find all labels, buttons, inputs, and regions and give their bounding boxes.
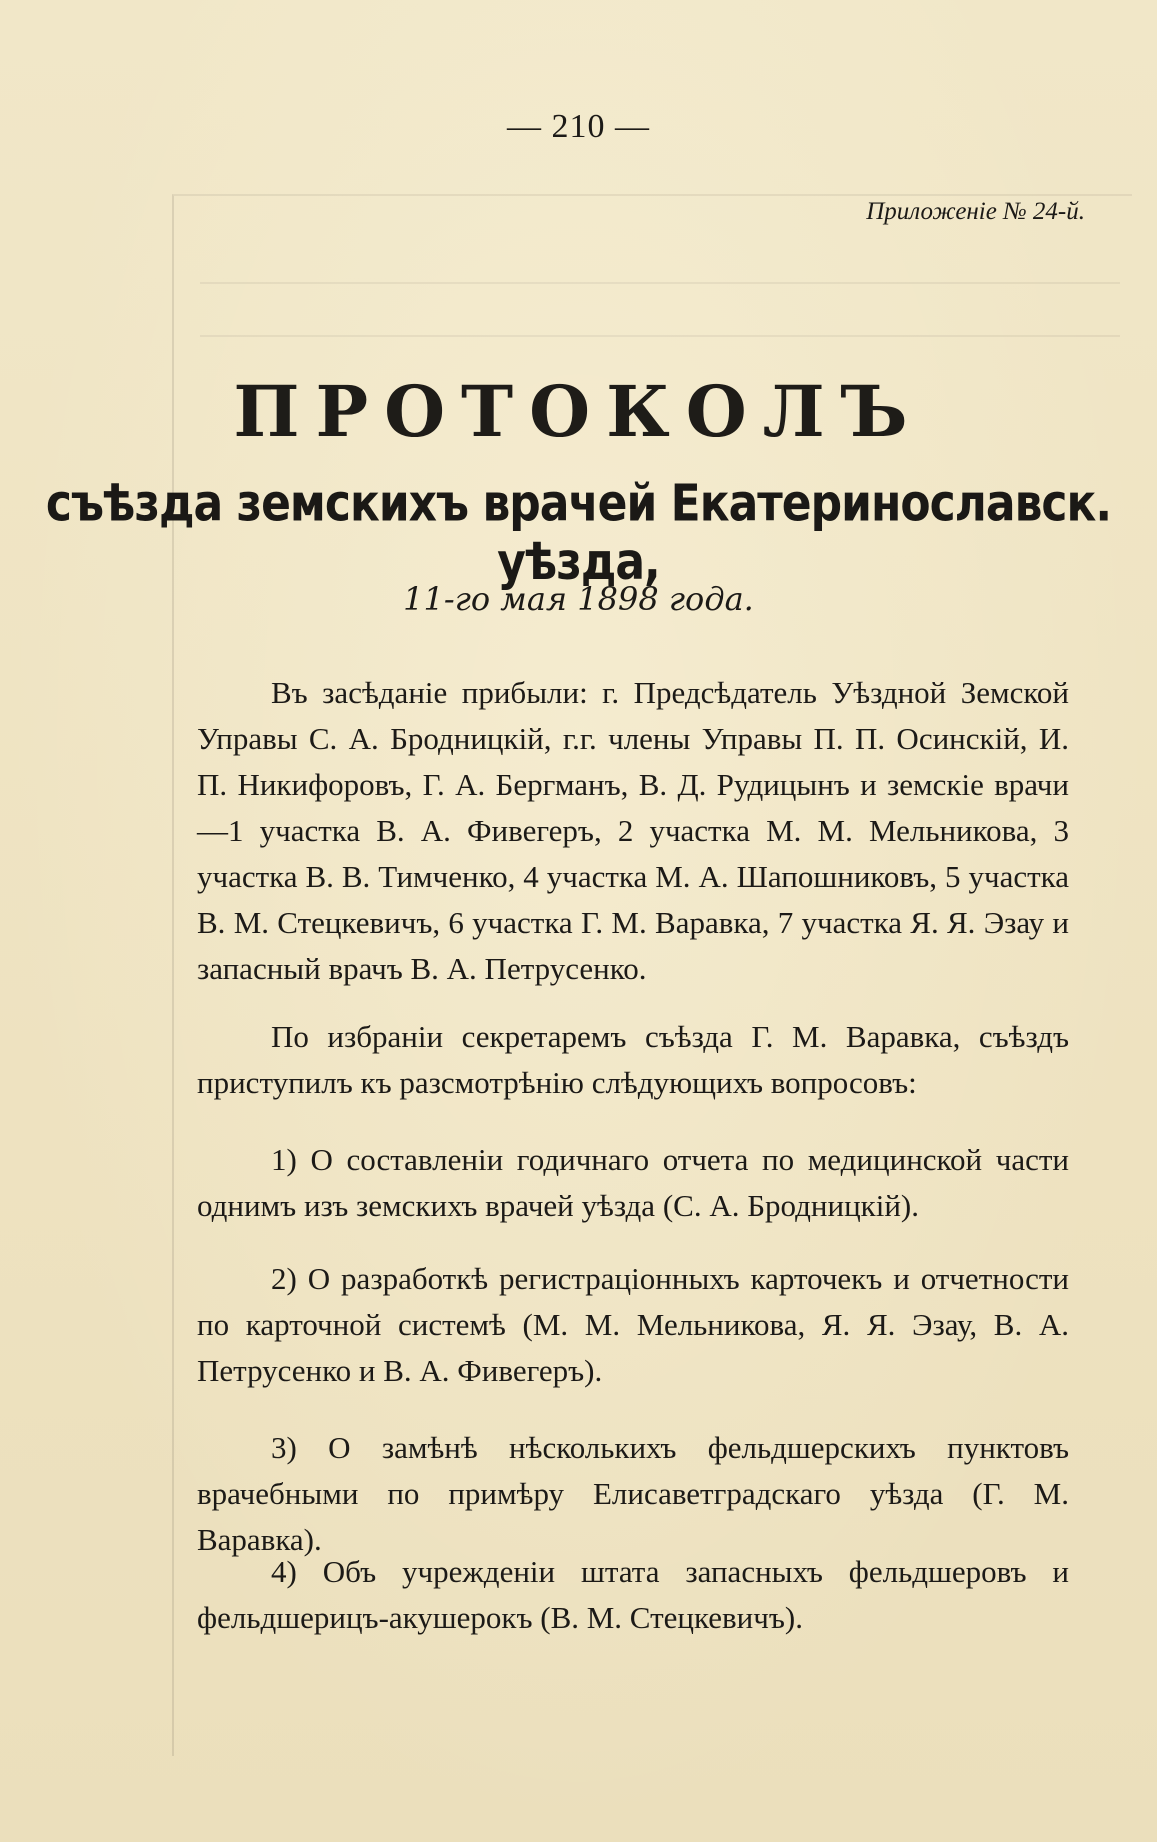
secretary-paragraph	[197, 1014, 1069, 1106]
agenda-item-2-text: 2) О разработкѣ регистраціонныхъ карточекъ и отчетности по карточной системѣ (М. М. Мельникова, Я. Я. Эзау, В. А. Петрусенко и В. А. Фивегеръ).	[197, 1261, 1069, 1388]
page-number: — 210 —	[507, 108, 650, 145]
show-through-rule	[200, 282, 1120, 284]
agenda-item-3	[197, 1425, 1069, 1563]
agenda-item-3-text: 3) О замѣнѣ нѣсколькихъ фельдшерскихъ пунктовъ врачебными по примѣру Елисаветградскаго уѣзда (Г. М. Варавка).	[197, 1430, 1069, 1557]
attendees-text: Въ засѣданіе прибыли: г. Предсѣдатель Уѣздной Земской Управы С. А. Бродницкій, г.г. члены Управы П. П. Осинскій, И. П. Никифоровъ, Г. А. Бергманъ, В. Д. Рудицынъ и земскіе врачи—1 участка В. А. Фивегеръ, 2 участка М. М. Мельникова, 3 участка В. В. Тимченко, 4 участка М. А. Шапошниковъ, 5 участка В. М. Стецкевичъ, 6 участка Г. М. Варавка, 7 участка Я. Я. Эзау и запасный врачъ В. А. Петрусенко.	[197, 675, 1069, 986]
agenda-item-1-text: 1) О составленіи годичнаго отчета по медицинской части однимъ изъ земскихъ врачей уѣзда (С. А. Бродницкій).	[197, 1142, 1069, 1223]
appendix-label: Приложеніе № 24-й.	[866, 198, 1085, 225]
agenda-item-4-text: 4) Объ учрежденіи штата запасныхъ фельдшеровъ и фельдшерицъ-акушерокъ (В. М. Стецкевичъ).	[197, 1554, 1069, 1635]
meeting-date: 11-го мая 1898 года.	[403, 580, 754, 618]
attendees-paragraph	[197, 670, 1069, 992]
secretary-text: По избраніи секретаремъ съѣзда Г. М. Варавка, съѣздъ приступилъ къ разсмотрѣнію слѣдующихъ вопросовъ:	[197, 1019, 1069, 1100]
agenda-item-2	[197, 1256, 1069, 1394]
agenda-item-4	[197, 1549, 1069, 1641]
agenda-item-1	[197, 1137, 1069, 1229]
document-subtitle: съѣзда земскихъ врачей Екатеринославск. уѣзда,	[45, 474, 1112, 592]
document-title: ПРОТОКОЛЪ	[233, 370, 924, 453]
show-through-rule	[200, 335, 1120, 337]
